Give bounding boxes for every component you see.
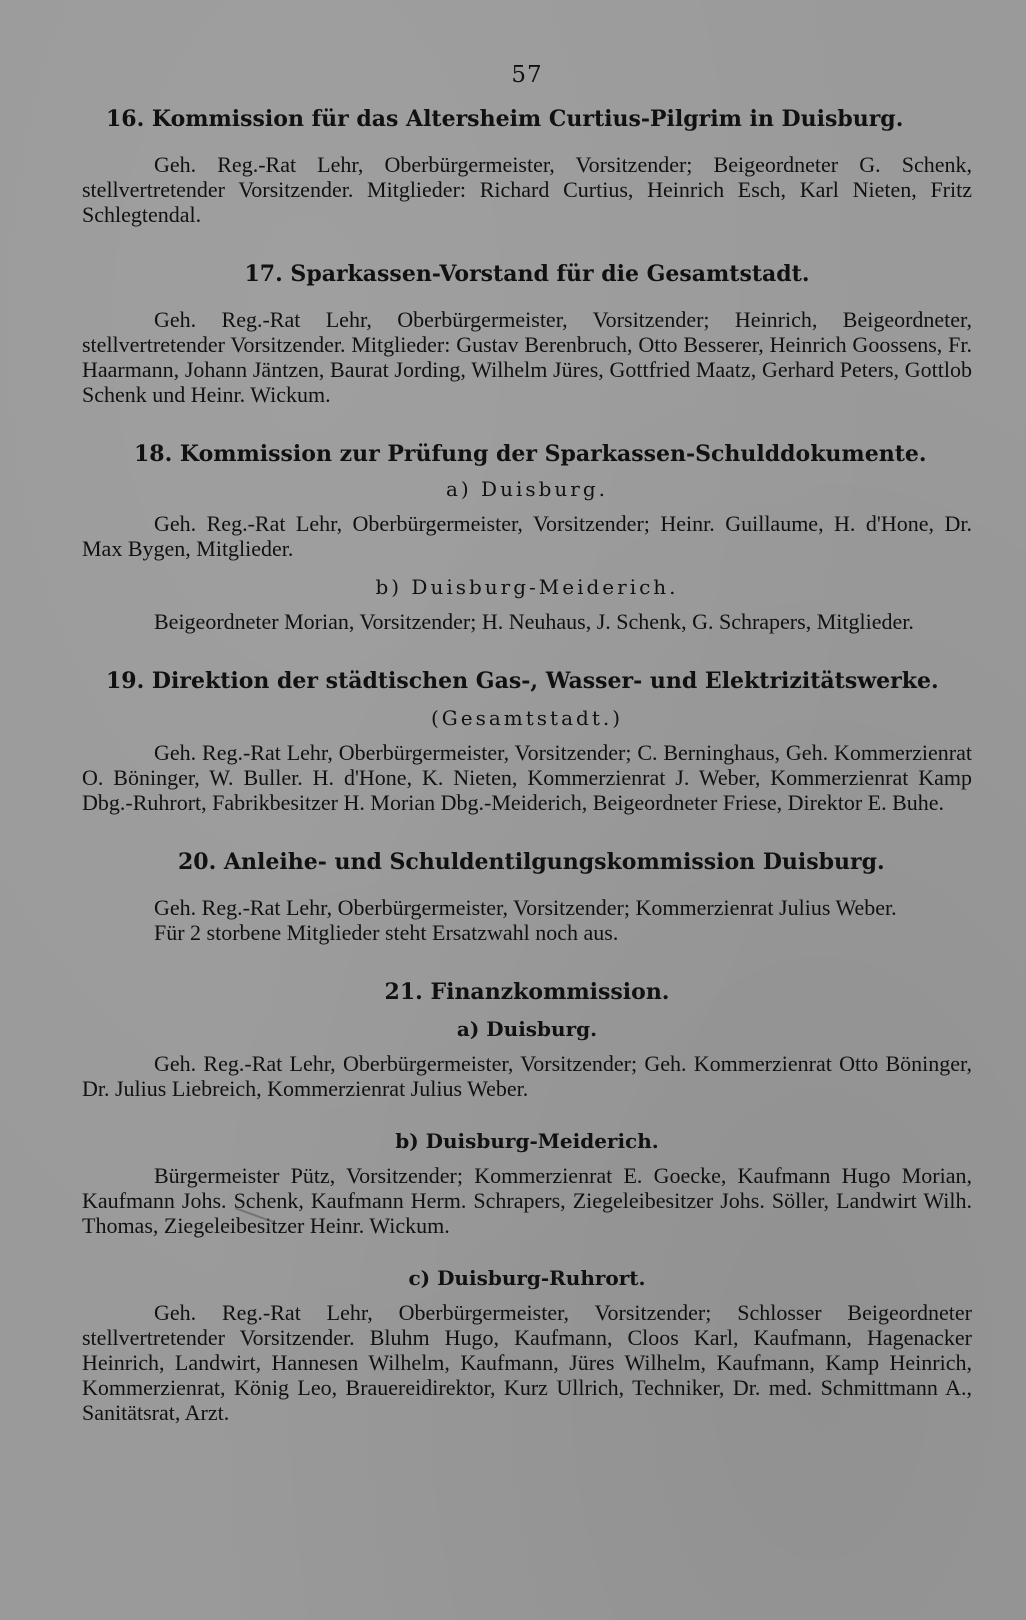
section-text: Geh. Reg.-Rat Lehr, Oberbürgermeister, Vorsitzender; C. Berninghaus, Geh. Kommerzienrat O. Böninger, W. Buller. H. d'Hone, K. Nieten, Kommerzienrat J. Weber, Kommerzienrat Kamp Dbg.-Ruhrort, Fabrikbesitzer H. Morian Dbg.-Meiderich, Beigeordneter Friese, Direktor E. Buhe.	[82, 740, 972, 815]
section-text: Beigeordneter Morian, Vorsitzender; H. Neuhaus, J. Schenk, G. Schrapers, Mitglieder.	[154, 609, 914, 634]
section-title: 17. Sparkassen-Vorstand für die Gesamtstadt.	[244, 261, 810, 287]
section-title: 21. Finanzkommission.	[384, 979, 670, 1005]
section-title: 18. Kommission zur Prüfung der Sparkassen-Schulddokumente.	[134, 441, 927, 467]
section-18	[82, 439, 972, 634]
section-text: Geh. Reg.-Rat Lehr, Oberbürgermeister, Vorsitzender; Heinr. Guillaume, H. d'Hone, Dr. Max Bygen, Mitglieder.	[82, 511, 972, 561]
section-20	[82, 847, 972, 945]
page-number: 57	[511, 62, 543, 88]
section-text: Geh. Reg.-Rat Lehr, Oberbürgermeister, Vorsitzender; Beigeordneter G. Schenk, stellvertretender Vorsitzender. Mitglieder: Richard Curtius, Heinrich Esch, Karl Nieten, Fritz Schlegtendal.	[82, 152, 972, 227]
section-16	[82, 104, 972, 227]
section-text: Geh. Reg.-Rat Lehr, Oberbürgermeister, Vorsitzender; Heinrich, Beigeordneter, stellvertretender Vorsitzender. Mitglieder: Gustav Berenbruch, Otto Besserer, Heinrich Goossens, Fr. Haarmann, Johann Jäntzen, Baurat Jording, Wilhelm Jüres, Gottfried Maatz, Gerhard Peters, Gottlob Schenk und Heinr. Wickum.	[82, 307, 972, 407]
subsection-heading: (Gesamtstadt.)	[430, 706, 624, 730]
subsection-heading: c) Duisburg-Ruhrort.	[408, 1266, 646, 1290]
section-text: Geh. Reg.-Rat Lehr, Oberbürgermeister, Vorsitzender; Schlosser Beigeordneter stellvertretender Vorsitzender. Bluhm Hugo, Kaufmann, Cloos Karl, Kaufmann, Hagenacker Heinrich, Landwirt, Hannesen Wilhelm, Kaufmann, Jüres Wilhelm, Kaufmann, Kamp Heinrich, Kommerzienrat, König Leo, Brauereidirektor, Kurz Ullrich, Techniker, Dr. med. Schmittmann A., Sanitätsrat, Arzt.	[82, 1300, 972, 1425]
section-19	[82, 666, 972, 815]
section-title: 19. Direktion der städtischen Gas-, Wasser- und Elektrizitätswerke.	[106, 668, 939, 694]
section-text: Bürgermeister Pütz, Vorsitzender; Kommerzienrat E. Goecke, Kaufmann Hugo Morian, Kaufmann Johs. Schenk, Kaufmann Herm. Schrapers, Ziegeleibesitzer Johs. Söller, Landwirt Wilh. Thomas, Ziegeleibesitzer Heinr. Wickum.	[82, 1163, 972, 1238]
subsection-heading: a) Duisburg.	[456, 1017, 598, 1041]
subsection-heading: b) Duisburg-Meiderich.	[395, 1129, 659, 1153]
section-text: Geh. Reg.-Rat Lehr, Oberbürgermeister, Vorsitzender; Kommerzienrat Julius Weber.	[154, 895, 897, 920]
subsection-heading: a) Duisburg.	[445, 477, 609, 501]
section-text: Geh. Reg.-Rat Lehr, Oberbürgermeister, Vorsitzender; Geh. Kommerzienrat Otto Böninger, Dr. Julius Liebreich, Kommerzienrat Julius Weber.	[82, 1051, 972, 1101]
subsection-heading: b) Duisburg-Meiderich.	[375, 575, 679, 599]
section-note: Für 2 storbene Mitglieder steht Ersatzwahl noch aus.	[154, 920, 619, 945]
section-17	[82, 259, 972, 407]
section-title: 16. Kommission für das Altersheim Curtius-Pilgrim in Duisburg.	[106, 106, 904, 132]
section-21	[82, 977, 972, 1425]
section-title: 20. Anleihe- und Schuldentilgungskommission Duisburg.	[178, 849, 885, 875]
